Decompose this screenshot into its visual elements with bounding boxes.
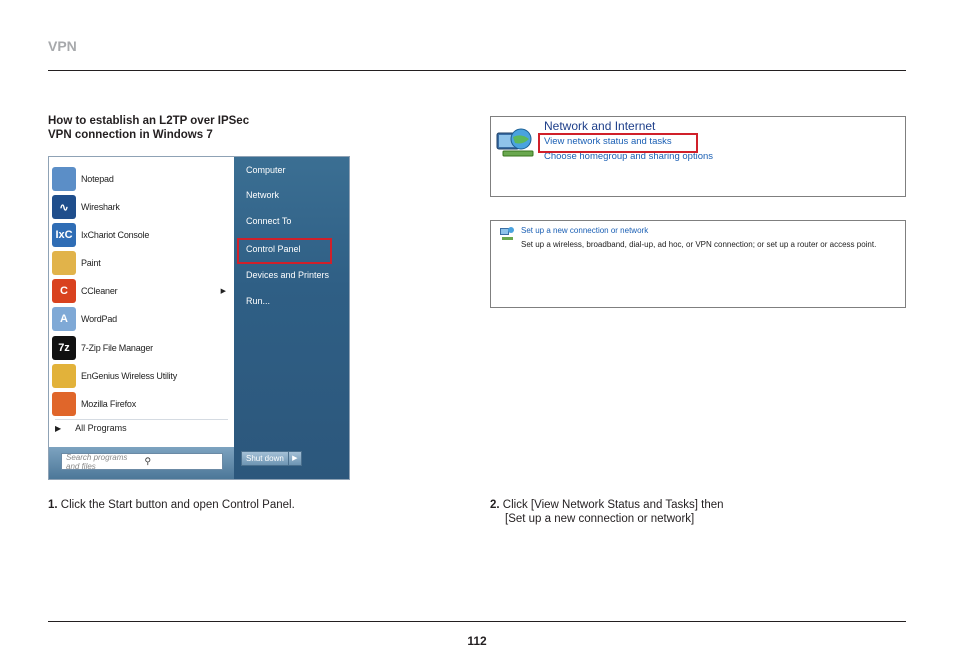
program-label: Paint (81, 258, 101, 268)
program-item[interactable] (49, 221, 234, 249)
program-label: Wireshark (81, 202, 120, 212)
network-internet-title: Network and Internet (544, 119, 656, 133)
section-heading (48, 114, 249, 142)
setup-new-connection-desc: Set up a wireless, broadband, dial-up, ad hoc, or VPN connection; or set up a router or access point. (521, 240, 877, 249)
program-label: CCleaner (81, 286, 118, 296)
ixchariot-icon: IxC (52, 223, 76, 247)
submenu-arrow-icon[interactable]: ▶ (220, 288, 226, 295)
view-network-status-link[interactable]: View network status and tasks (544, 136, 672, 147)
start-menu-right-column (234, 157, 349, 479)
header-title: VPN (48, 38, 77, 54)
program-item[interactable] (49, 249, 234, 277)
shutdown-button[interactable]: Shut down (241, 451, 289, 466)
paint-icon (52, 251, 76, 275)
header-rule (48, 70, 906, 71)
program-item[interactable] (49, 165, 234, 193)
program-label: WordPad (81, 314, 117, 324)
step1-text: Click the Start button and open Control Panel. (60, 499, 295, 511)
program-label: 7-Zip File Manager (81, 343, 153, 353)
view-network-status-highlight (538, 133, 698, 153)
wireshark-icon: ∿ (52, 195, 76, 219)
step2-number: 2. (490, 499, 500, 511)
triangle-right-icon: ▶ (55, 423, 62, 433)
section-heading-line1: How to establish an L2TP over IPSec (48, 115, 250, 127)
all-programs-label: All Programs (75, 423, 127, 433)
engenius-icon (52, 364, 76, 388)
step1-number: 1. (48, 499, 58, 511)
right-item-devices-printers[interactable]: Devices and Printers (246, 270, 330, 280)
right-item-network[interactable]: Network (246, 190, 280, 200)
program-label: EnGenius Wireless Utility (81, 371, 178, 381)
start-menu-programs (49, 157, 234, 447)
program-item[interactable] (49, 193, 234, 221)
section-heading-line2: VPN connection in Windows 7 (48, 129, 213, 141)
wordpad-icon: A (52, 307, 76, 331)
program-item[interactable] (49, 334, 234, 362)
search-programs-input[interactable] (61, 453, 223, 470)
all-programs-item[interactable] (55, 423, 127, 433)
notepad-icon (52, 167, 76, 191)
search-placeholder: Search programs and files (66, 452, 128, 471)
start-menu-screenshot (48, 156, 350, 480)
page-number: 112 (467, 634, 487, 648)
step2-text-line2: [Set up a new connection or network] (505, 513, 695, 525)
program-label: Notepad (81, 174, 114, 184)
homegroup-sharing-link[interactable]: Choose homegroup and sharing options (544, 151, 714, 162)
right-item-run[interactable]: Run... (246, 296, 271, 306)
shutdown-arrow-icon[interactable]: ▶ (289, 451, 302, 466)
network-internet-screenshot (490, 116, 906, 197)
program-item[interactable] (49, 277, 234, 305)
control-panel-highlight (237, 238, 332, 264)
footer-rule (48, 621, 906, 622)
step2-caption (490, 498, 724, 526)
ccleaner-icon: C (52, 279, 76, 303)
right-item-connect-to[interactable]: Connect To (246, 216, 292, 226)
right-item-control-panel[interactable]: Control Panel (246, 244, 301, 254)
shutdown-control (241, 451, 302, 466)
right-item-computer[interactable]: Computer (246, 165, 286, 175)
programs-separator (55, 419, 228, 420)
program-item[interactable] (49, 362, 234, 390)
new-connection-icon (499, 225, 515, 241)
firefox-icon (52, 392, 76, 416)
step2-text-line1: Click [View Network Status and Tasks] then (502, 499, 724, 511)
program-item[interactable] (49, 390, 234, 418)
search-icon: ⚲ (144, 456, 152, 466)
setup-new-connection-link[interactable]: Set up a new connection or network (521, 226, 649, 235)
program-item[interactable] (49, 305, 234, 333)
step1-caption (48, 498, 295, 512)
new-connection-screenshot (490, 220, 906, 308)
program-label: IxChariot Console (81, 230, 150, 240)
program-label: Mozilla Firefox (81, 399, 137, 409)
network-globe-icon (495, 123, 535, 159)
7zip-icon: 7z (52, 336, 76, 360)
